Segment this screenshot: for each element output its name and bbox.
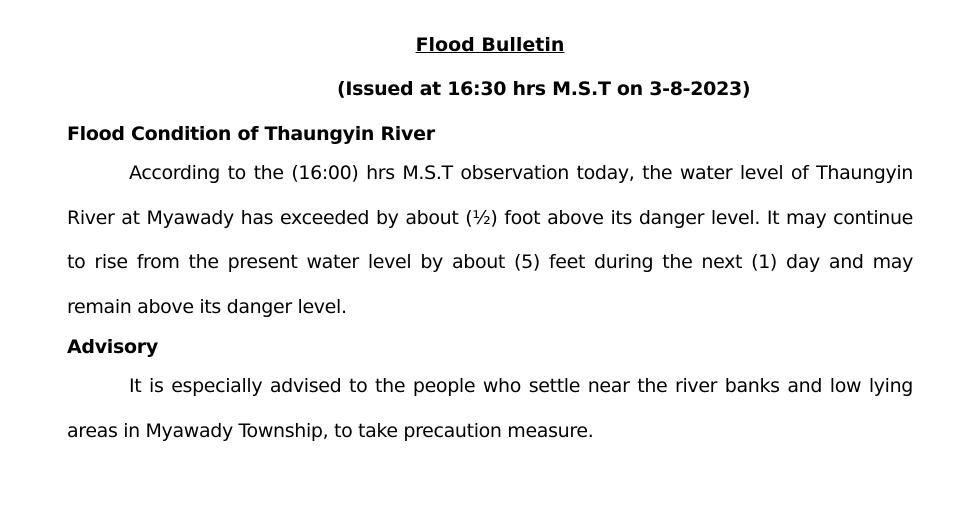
bulletin-title: Flood Bulletin: [415, 34, 565, 56]
section-body-flood-condition: According to the (16:00) hrs M.S.T observation today, the water level of Thaungyin River at Myawady has exceeded by about (½) foot above its danger level. It may continue to rise from the present water level by about (5) feet during the next (1) day and may remain above its danger level.: [67, 162, 913, 319]
section-heading-advisory: Advisory: [67, 335, 158, 358]
section-heading-flood-condition: Flood Condition of Thaungyin River: [67, 123, 435, 145]
section-body-advisory: It is especially advised to the people who settle near the river banks and low lying areas in Myawady Township, to take precaution measure.: [67, 374, 913, 442]
issued-timestamp: (Issued at 16:30 hrs M.S.T on 3-8-2023): [337, 78, 751, 100]
bulletin-document: [67, 28, 913, 453]
